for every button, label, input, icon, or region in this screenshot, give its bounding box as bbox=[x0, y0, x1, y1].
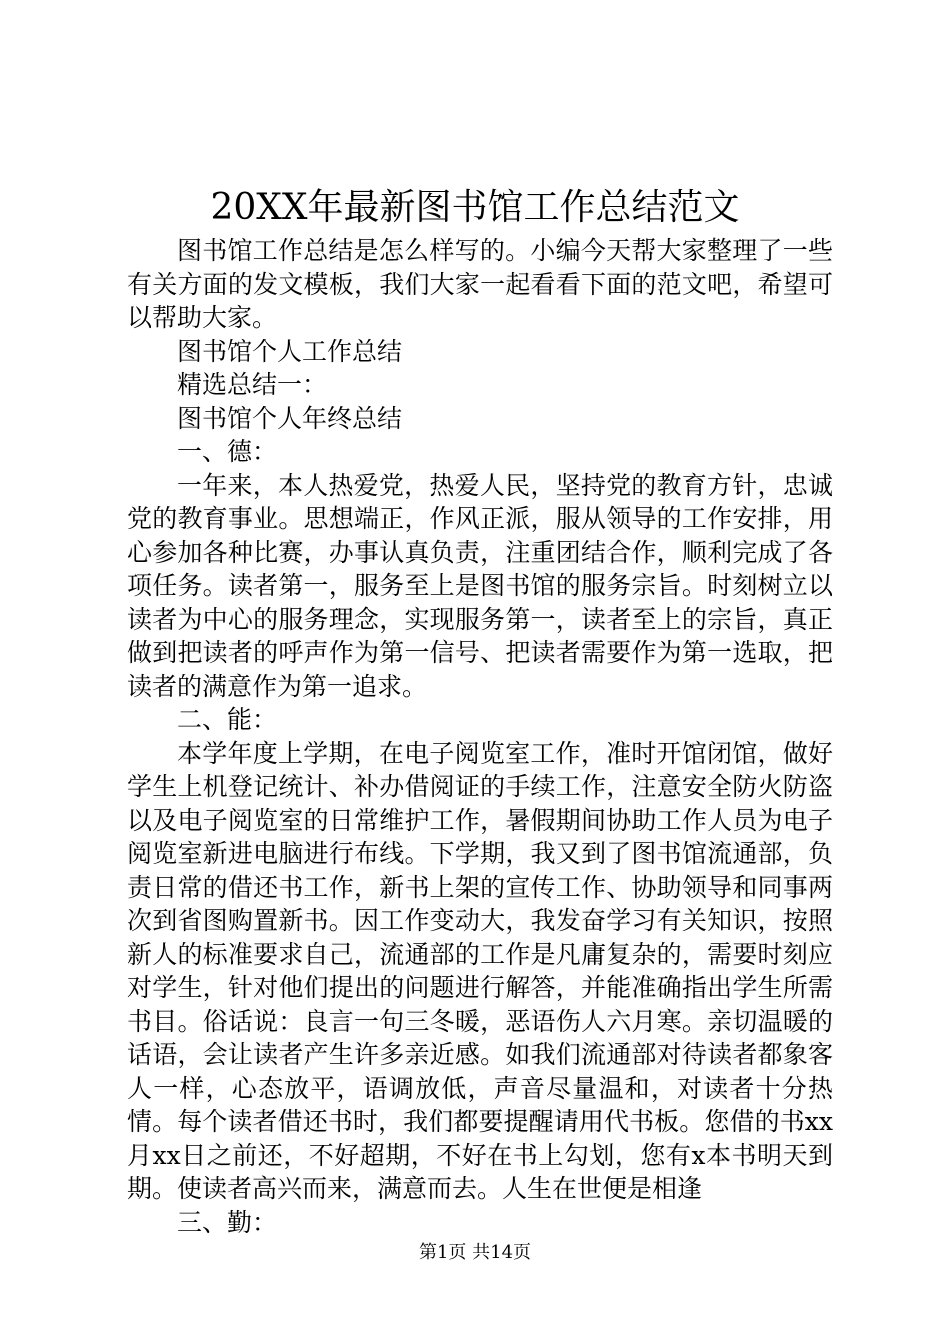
document-body bbox=[127, 234, 833, 1239]
intro-paragraph: 图书馆工作总结是怎么样写的。小编今天帮大家整理了一些有关方面的发文模板，我们大家一起看看下面的范文吧，希望可以帮助大家。 bbox=[127, 236, 833, 332]
body-paragraph: 本学年度上学期，在电子阅览室工作，准时开馆闭馆，做好学生上机登记统计、补办借阅证的手续工作，注意安全防火防盗以及电子阅览室的日常维护工作，暑假期间协助工作人员为电子阅览室新进电脑进行布线。下学期，我又到了图书馆流通部，负责日常的借还书工作，新书上架的宣传工作、协助领导和同事两次到省图购置新书。因工作变动大，我发奋学习有关知识，按照新人的标准要求自己，流通部的工作是凡庸复杂的，需要时刻应对学生，针对他们提出的问题进行解答，并能准确指出学生所需书目。俗话说：良言一句三冬暖，恶语伤人六月寒。亲切温暖的话语，会让读者产生许多亲近感。如我们流通部对待读者都象客人一样，心态放平，语调放低，声音尽量温和，对读者十分热情。每个读者借还书时，我们都要提醒请用代书板。您借的书xx月xx日之前还，不好超期，不好在书上勾划，您有x本书明天到期。使读者高兴而来，满意而去。人生在世便是相逢 bbox=[127, 738, 833, 1203]
subsection-heading: 一、德： bbox=[177, 437, 278, 466]
section-heading: 图书馆个人工作总结 bbox=[177, 336, 403, 366]
document-title: 20XX年最新图书馆工作总结范文 bbox=[210, 187, 740, 228]
subsection-heading: 二、能： bbox=[177, 705, 278, 734]
subsection-heading: 三、勤： bbox=[177, 1207, 278, 1237]
body-paragraph: 一年来，本人热爱党，热爱人民，坚持党的教育方针，忠诚党的教育事业。思想端正，作风正派，服从领导的工作安排，用心参加各种比赛，办事认真负责，注重团结合作，顺利完成了各项任务。读者第一，服务至上是图书馆的服务宗旨。时刻树立以读者为中心的服务理念，实现服务第一，读者至上的宗旨，真正做到把读者的呼声作为第一信号、把读者需要作为第一选取，把读者的满意作为第一追求。 bbox=[127, 470, 833, 701]
page-footer: 第1页 共14页 bbox=[418, 1242, 532, 1263]
section-heading: 精选总结一： bbox=[177, 370, 328, 399]
section-heading: 图书馆个人年终总结 bbox=[177, 403, 403, 433]
